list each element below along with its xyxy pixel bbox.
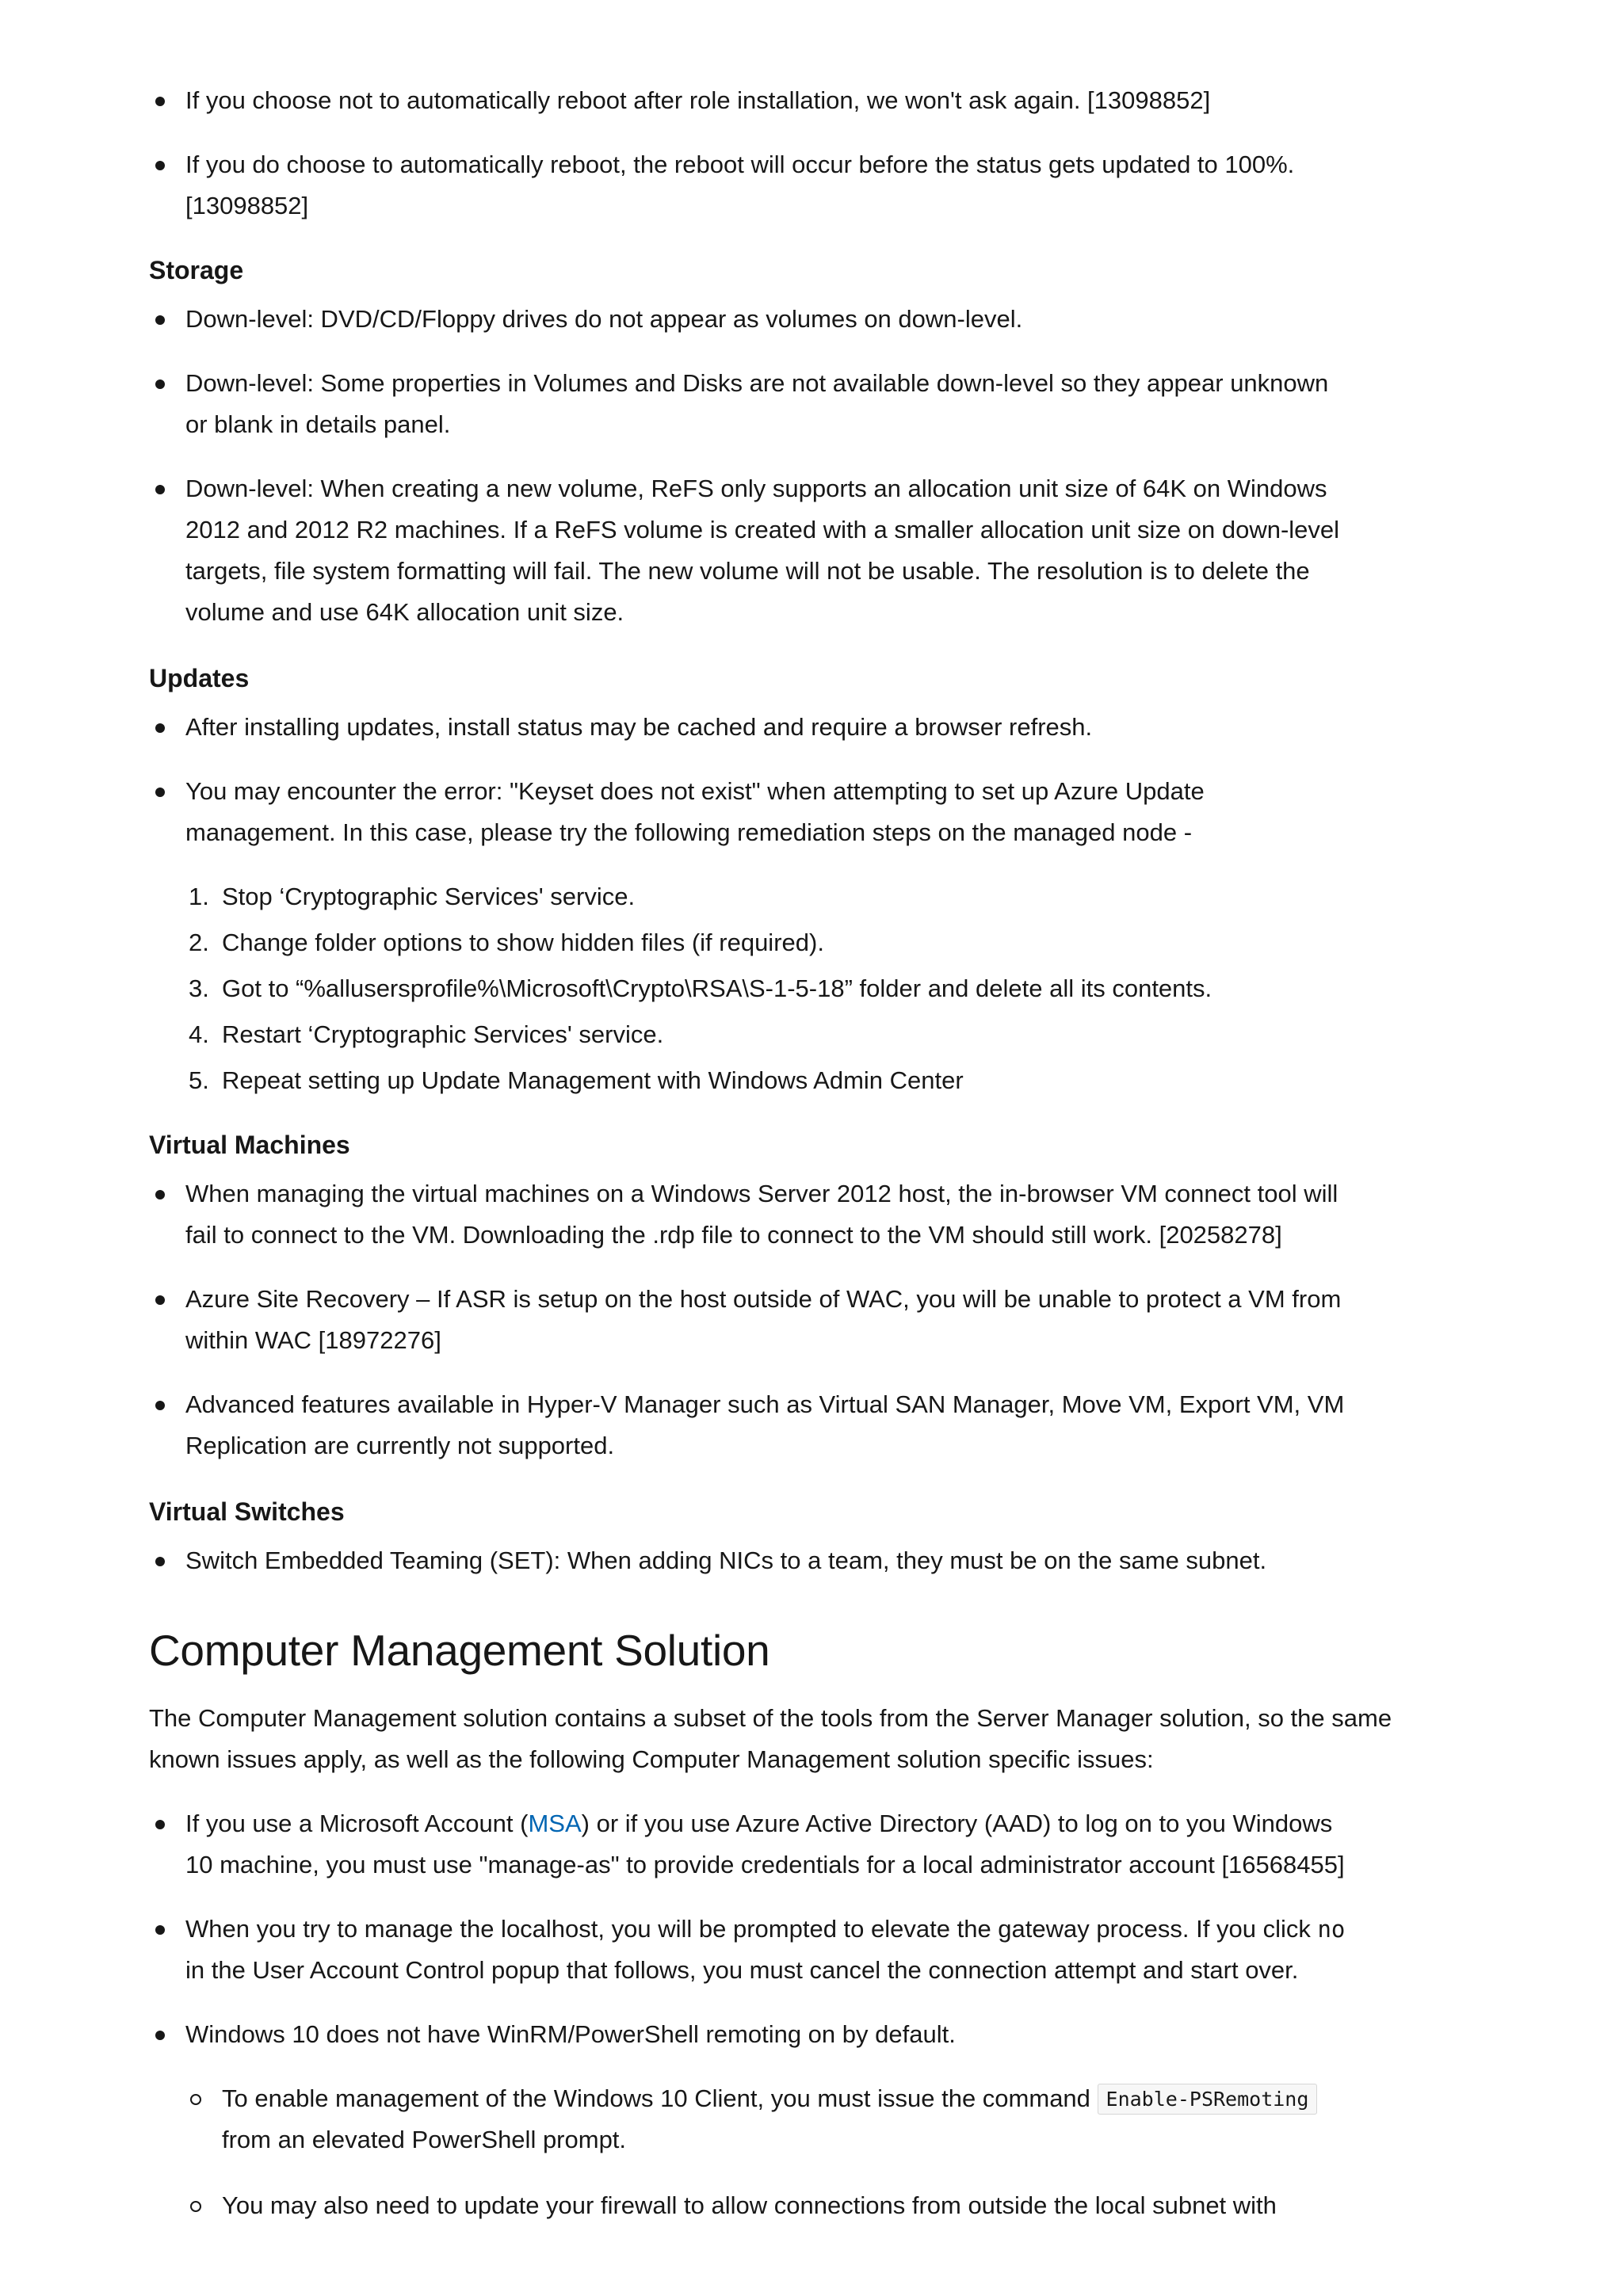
- list-item: Switch Embedded Teaming (SET): When adding NICs to a team, they must be on the same subnet.: [185, 1547, 1267, 1574]
- paragraph-line: known issues apply, as well as the following Computer Management solution specific issues:: [149, 1745, 1154, 1773]
- sub-bullet-marker: [190, 2094, 201, 2105]
- bullet-marker: [155, 1925, 165, 1935]
- numbered-step: Change folder options to show hidden files (if required).: [222, 929, 824, 956]
- bullet-marker: [155, 485, 165, 494]
- step-number: 2.: [189, 929, 209, 956]
- msa-link[interactable]: MSA: [528, 1810, 582, 1837]
- bullet-marker: [155, 723, 165, 733]
- step-number: 3.: [189, 974, 209, 1002]
- bullet-marker: [155, 788, 165, 797]
- numbered-step: Stop ‘Cryptographic Services' service.: [222, 883, 636, 910]
- bullet-marker: [155, 1295, 165, 1305]
- list-item-continuation: management. In this case, please try the following remediation steps on the managed node -: [185, 818, 1193, 846]
- section-heading-virtual-switches: Virtual Switches: [149, 1497, 345, 1526]
- msa-bullet-text: ) or if you use Azure Active Directory (AAD) to log on to you Windows: [581, 1810, 1333, 1837]
- list-item: If you choose not to automatically reboot after role installation, we won't ask again. [13098852]: [185, 86, 1211, 114]
- list-item: [185, 1909, 1345, 1950]
- list-item: When managing the virtual machines on a Windows Server 2012 host, the in-browser VM connect tool will: [185, 1180, 1338, 1207]
- localhost-bullet-text: When you try to manage the localhost, you will be prompted to elevate the gateway process. If you click: [185, 1915, 1318, 1943]
- bullet-marker: [155, 1557, 165, 1566]
- list-item-continuation: within WAC [18972276]: [185, 1326, 441, 1354]
- list-item: Advanced features available in Hyper-V Manager such as Virtual SAN Manager, Move VM, Export VM, VM: [185, 1390, 1345, 1418]
- bullet-marker: [155, 315, 165, 325]
- inline-code: Enable-PSRemoting: [1098, 2084, 1318, 2115]
- numbered-step: Repeat setting up Update Management with Windows Admin Center: [222, 1066, 964, 1094]
- list-item-continuation: 10 machine, you must use "manage-as" to provide credentials for a local administrator account [16568455]: [185, 1851, 1345, 1878]
- section-heading-storage: Storage: [149, 256, 244, 284]
- list-item: Down-level: DVD/CD/Floppy drives do not appear as volumes on down-level.: [185, 305, 1023, 333]
- paragraph-line: The Computer Management solution contains a subset of the tools from the Server Manager solution, so the same: [149, 1704, 1392, 1732]
- step-number: 5.: [189, 1066, 209, 1094]
- numbered-step: Got to “%allusersprofile%\Microsoft\Crypto\RSA\S-1-5-18” folder and delete all its contents.: [222, 974, 1212, 1002]
- bullet-marker: [155, 1820, 165, 1829]
- list-item-continuation: volume and use 64K allocation unit size.: [185, 598, 624, 626]
- list-item-continuation: targets, file system formatting will fail. The new volume will not be usable. The resolution is to delete the: [185, 557, 1310, 585]
- bullet-marker: [155, 161, 165, 170]
- list-item: Down-level: When creating a new volume, ReFS only supports an allocation unit size of 64K on Windows: [185, 475, 1327, 502]
- sub-list-item: You may also need to update your firewall to allow connections from outside the local subnet with: [222, 2191, 1277, 2219]
- list-item-continuation: or blank in details panel.: [185, 410, 451, 438]
- list-item: If you do choose to automatically reboot, the reboot will occur before the status gets updated to 100%.: [185, 151, 1295, 178]
- sub-list-item-continuation: from an elevated PowerShell prompt.: [222, 2126, 627, 2153]
- no-keyword: no: [1317, 1916, 1346, 1943]
- list-item: After installing updates, install status may be cached and require a browser refresh.: [185, 713, 1093, 741]
- sub-list-item: [222, 2078, 1317, 2121]
- section-heading-updates: Updates: [149, 664, 250, 692]
- list-item: Windows 10 does not have WinRM/PowerShell remoting on by default.: [185, 2020, 956, 2048]
- list-item-continuation: Replication are currently not supported.: [185, 1432, 615, 1459]
- list-item: You may encounter the error: "Keyset does not exist" when attempting to set up Azure Update: [185, 777, 1205, 805]
- section-heading-virtual-machines: Virtual Machines: [149, 1131, 350, 1159]
- enable-text: To enable management of the Windows 10 Client, you must issue the command: [222, 2084, 1098, 2112]
- step-number: 1.: [189, 883, 209, 910]
- list-item-continuation: 2012 and 2012 R2 machines. If a ReFS volume is created with a smaller allocation unit size on down-level: [185, 516, 1340, 543]
- list-item: [185, 1803, 1332, 1844]
- list-item-continuation: [13098852]: [185, 192, 309, 219]
- sub-bullet-marker: [190, 2201, 201, 2212]
- bullet-marker: [155, 2031, 165, 2040]
- list-item-continuation: in the User Account Control popup that follows, you must cancel the connection attempt and start over.: [185, 1956, 1299, 1984]
- bullet-marker: [155, 379, 165, 389]
- list-item-continuation: fail to connect to the VM. Downloading the .rdp file to connect to the VM should still work. [20258278]: [185, 1221, 1282, 1249]
- page-section-title: Computer Management Solution: [149, 1626, 770, 1675]
- bullet-marker: [155, 1401, 165, 1410]
- step-number: 4.: [189, 1020, 209, 1048]
- list-item: Azure Site Recovery – If ASR is setup on the host outside of WAC, you will be unable to protect a VM from: [185, 1285, 1342, 1313]
- msa-bullet-text: If you use a Microsoft Account (: [185, 1810, 529, 1837]
- numbered-step: Restart ‘Cryptographic Services' service.: [222, 1020, 664, 1048]
- list-item: Down-level: Some properties in Volumes and Disks are not available down-level so they appear unknown: [185, 369, 1329, 397]
- bullet-marker: [155, 97, 165, 106]
- bullet-marker: [155, 1190, 165, 1199]
